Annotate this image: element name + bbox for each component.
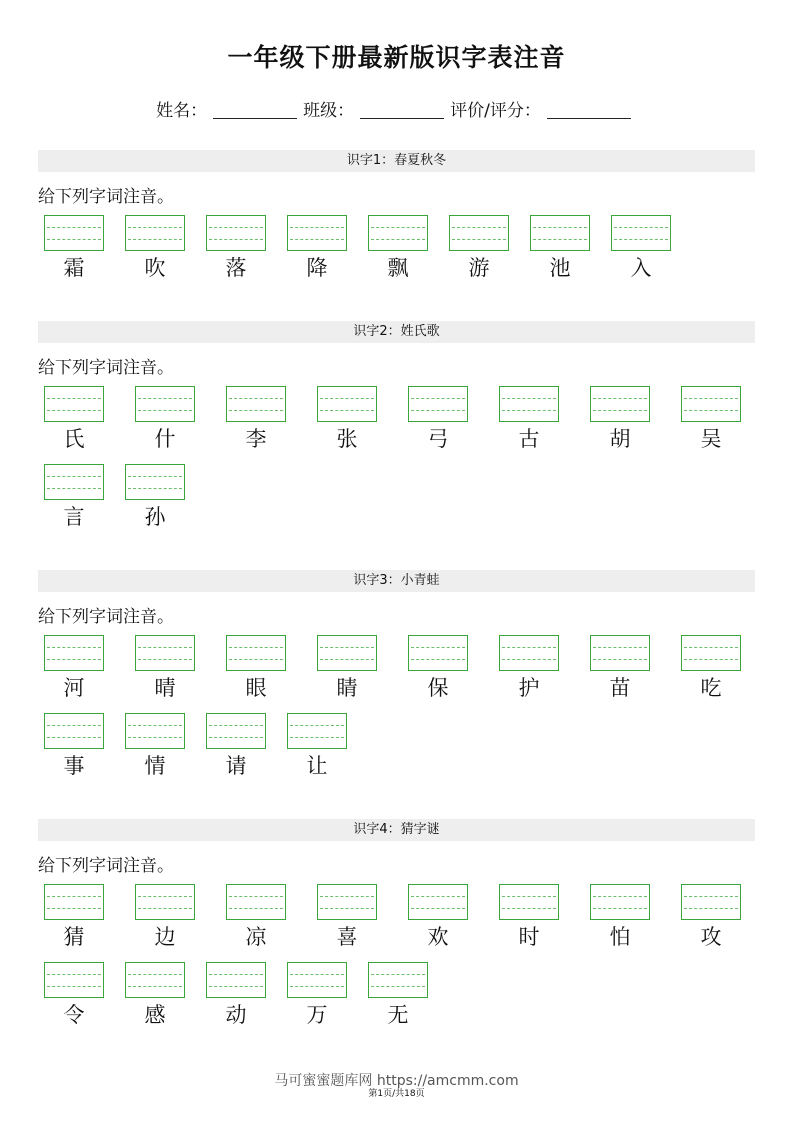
pinyin-answer-box[interactable] bbox=[590, 386, 650, 422]
chinese-character: 霜 bbox=[63, 256, 85, 280]
guide-line bbox=[138, 410, 192, 411]
character-cell bbox=[524, 215, 588, 280]
guide-line bbox=[684, 398, 738, 399]
guide-line bbox=[47, 725, 101, 726]
guide-line bbox=[593, 659, 647, 660]
guide-line bbox=[320, 647, 374, 648]
character-cell bbox=[362, 962, 426, 1027]
guide-line bbox=[290, 737, 344, 738]
chinese-character: 动 bbox=[225, 1003, 247, 1027]
character-cell bbox=[362, 215, 426, 280]
guide-line bbox=[371, 227, 425, 228]
pinyin-answer-box[interactable] bbox=[125, 962, 185, 998]
chinese-character: 万 bbox=[306, 1003, 328, 1027]
guide-line bbox=[684, 410, 738, 411]
guide-line bbox=[138, 659, 192, 660]
section-instruction: 给下列字词注音。 bbox=[38, 187, 174, 207]
guide-line bbox=[209, 986, 263, 987]
guide-line bbox=[47, 398, 101, 399]
guide-line bbox=[47, 647, 101, 648]
character-cell bbox=[281, 713, 345, 778]
guide-line bbox=[128, 239, 182, 240]
chinese-character: 苗 bbox=[609, 676, 631, 700]
character-cell bbox=[200, 713, 264, 778]
guide-line bbox=[128, 737, 182, 738]
guide-line bbox=[533, 239, 587, 240]
pinyin-answer-box[interactable] bbox=[44, 215, 104, 251]
section-heading: 识字1：春夏秋冬 bbox=[38, 150, 755, 172]
chinese-character: 凉 bbox=[245, 925, 267, 949]
pinyin-answer-box[interactable] bbox=[44, 713, 104, 749]
guide-line bbox=[209, 239, 263, 240]
character-cell bbox=[200, 215, 264, 280]
character-cell bbox=[311, 884, 375, 949]
chinese-character: 飘 bbox=[387, 256, 409, 280]
character-cell bbox=[38, 215, 102, 280]
guide-line bbox=[229, 659, 283, 660]
pinyin-answer-box[interactable] bbox=[681, 386, 741, 422]
pinyin-answer-box[interactable] bbox=[408, 635, 468, 671]
character-cell bbox=[119, 464, 183, 529]
chinese-character: 吃 bbox=[700, 676, 722, 700]
chinese-character: 事 bbox=[63, 754, 85, 778]
guide-line bbox=[47, 488, 101, 489]
guide-line bbox=[229, 647, 283, 648]
section-heading: 识字2：姓氏歌 bbox=[38, 321, 755, 343]
guide-line bbox=[320, 410, 374, 411]
guide-line bbox=[138, 647, 192, 648]
pinyin-answer-box[interactable] bbox=[44, 635, 104, 671]
character-cell bbox=[493, 635, 557, 700]
guide-line bbox=[209, 737, 263, 738]
pinyin-answer-box[interactable] bbox=[287, 713, 347, 749]
pinyin-answer-box[interactable] bbox=[408, 386, 468, 422]
guide-line bbox=[614, 227, 668, 228]
guide-line bbox=[290, 227, 344, 228]
chinese-character: 眼 bbox=[245, 676, 267, 700]
pinyin-answer-box[interactable] bbox=[206, 713, 266, 749]
character-cell bbox=[311, 635, 375, 700]
guide-line bbox=[128, 725, 182, 726]
score-label: 评价/评分： bbox=[450, 101, 541, 121]
chinese-character: 让 bbox=[306, 754, 328, 778]
guide-line bbox=[128, 986, 182, 987]
guide-line bbox=[593, 398, 647, 399]
pinyin-answer-box[interactable] bbox=[317, 635, 377, 671]
chinese-character: 张 bbox=[336, 427, 358, 451]
character-cell bbox=[402, 386, 466, 451]
guide-line bbox=[411, 398, 465, 399]
pinyin-answer-box[interactable] bbox=[44, 884, 104, 920]
character-cell bbox=[584, 635, 648, 700]
chinese-character: 无 bbox=[387, 1003, 409, 1027]
character-cell bbox=[38, 713, 102, 778]
pinyin-answer-box[interactable] bbox=[530, 215, 590, 251]
chinese-character: 游 bbox=[468, 256, 490, 280]
guide-line bbox=[229, 398, 283, 399]
guide-line bbox=[47, 239, 101, 240]
guide-line bbox=[502, 398, 556, 399]
pinyin-answer-box[interactable] bbox=[206, 215, 266, 251]
chinese-character: 保 bbox=[427, 676, 449, 700]
guide-line bbox=[371, 239, 425, 240]
chinese-character: 边 bbox=[154, 925, 176, 949]
chinese-character: 言 bbox=[63, 505, 85, 529]
class-blank[interactable] bbox=[360, 100, 444, 119]
character-cell bbox=[605, 215, 669, 280]
guide-line bbox=[290, 725, 344, 726]
character-cell bbox=[584, 386, 648, 451]
guide-line bbox=[684, 896, 738, 897]
character-cell bbox=[675, 635, 739, 700]
guide-line bbox=[138, 398, 192, 399]
name-label: 姓名： bbox=[156, 101, 208, 121]
guide-line bbox=[593, 896, 647, 897]
pinyin-answer-box[interactable] bbox=[287, 962, 347, 998]
guide-line bbox=[533, 227, 587, 228]
guide-line bbox=[371, 986, 425, 987]
chinese-character: 什 bbox=[154, 427, 176, 451]
chinese-character: 护 bbox=[518, 676, 540, 700]
chinese-character: 氏 bbox=[63, 427, 85, 451]
score-blank[interactable] bbox=[547, 100, 631, 119]
guide-line bbox=[684, 647, 738, 648]
section-heading: 识字4：猜字谜 bbox=[38, 819, 755, 841]
pinyin-answer-box[interactable] bbox=[125, 215, 185, 251]
guide-line bbox=[138, 908, 192, 909]
chinese-character: 弓 bbox=[427, 427, 449, 451]
guide-line bbox=[411, 410, 465, 411]
guide-line bbox=[593, 647, 647, 648]
pinyin-answer-box[interactable] bbox=[125, 464, 185, 500]
guide-line bbox=[209, 227, 263, 228]
pinyin-answer-box[interactable] bbox=[611, 215, 671, 251]
guide-line bbox=[320, 398, 374, 399]
character-grid bbox=[38, 884, 755, 1040]
character-cell bbox=[129, 884, 193, 949]
chinese-character: 情 bbox=[144, 754, 166, 778]
guide-line bbox=[320, 896, 374, 897]
pinyin-answer-box[interactable] bbox=[590, 635, 650, 671]
guide-line bbox=[452, 227, 506, 228]
pinyin-answer-box[interactable] bbox=[44, 464, 104, 500]
guide-line bbox=[502, 659, 556, 660]
character-cell bbox=[675, 884, 739, 949]
character-cell bbox=[443, 215, 507, 280]
guide-line bbox=[411, 896, 465, 897]
section-heading: 识字3：小青蛙 bbox=[38, 570, 755, 592]
chinese-character: 晴 bbox=[154, 676, 176, 700]
pinyin-answer-box[interactable] bbox=[206, 962, 266, 998]
chinese-character: 感 bbox=[144, 1003, 166, 1027]
pinyin-answer-box[interactable] bbox=[449, 215, 509, 251]
student-info-line bbox=[0, 96, 793, 121]
chinese-character: 请 bbox=[225, 754, 247, 778]
pinyin-answer-box[interactable] bbox=[317, 884, 377, 920]
guide-line bbox=[209, 725, 263, 726]
guide-line bbox=[502, 908, 556, 909]
guide-line bbox=[229, 410, 283, 411]
character-cell bbox=[220, 635, 284, 700]
character-cell bbox=[38, 962, 102, 1027]
page-indicator: 第1页/共18页 bbox=[368, 1089, 425, 1099]
pinyin-answer-box[interactable] bbox=[317, 386, 377, 422]
guide-line bbox=[209, 974, 263, 975]
guide-line bbox=[320, 659, 374, 660]
chinese-character: 入 bbox=[630, 256, 652, 280]
chinese-character: 欢 bbox=[427, 925, 449, 949]
character-cell bbox=[220, 386, 284, 451]
character-cell bbox=[119, 215, 183, 280]
chinese-character: 怕 bbox=[609, 925, 631, 949]
pinyin-answer-box[interactable] bbox=[135, 635, 195, 671]
guide-line bbox=[290, 986, 344, 987]
section-1 bbox=[38, 150, 755, 293]
guide-line bbox=[47, 476, 101, 477]
character-grid bbox=[38, 215, 755, 293]
guide-line bbox=[452, 239, 506, 240]
pinyin-answer-box[interactable] bbox=[135, 386, 195, 422]
character-cell bbox=[200, 962, 264, 1027]
guide-line bbox=[290, 974, 344, 975]
chinese-character: 吹 bbox=[144, 256, 166, 280]
guide-line bbox=[47, 908, 101, 909]
class-label: 班级： bbox=[303, 101, 355, 121]
pinyin-answer-box[interactable] bbox=[368, 962, 428, 998]
chinese-character: 喜 bbox=[336, 925, 358, 949]
character-cell bbox=[311, 386, 375, 451]
guide-line bbox=[593, 908, 647, 909]
guide-line bbox=[47, 737, 101, 738]
pinyin-answer-box[interactable] bbox=[499, 386, 559, 422]
guide-line bbox=[320, 908, 374, 909]
character-cell bbox=[675, 386, 739, 451]
character-cell bbox=[493, 884, 557, 949]
pinyin-answer-box[interactable] bbox=[44, 962, 104, 998]
chinese-character: 猜 bbox=[63, 925, 85, 949]
pinyin-answer-box[interactable] bbox=[287, 215, 347, 251]
character-cell bbox=[220, 884, 284, 949]
chinese-character: 河 bbox=[63, 676, 85, 700]
section-instruction: 给下列字词注音。 bbox=[38, 607, 174, 627]
guide-line bbox=[502, 647, 556, 648]
character-cell bbox=[119, 713, 183, 778]
chinese-character: 吴 bbox=[700, 427, 722, 451]
guide-line bbox=[411, 908, 465, 909]
guide-line bbox=[502, 896, 556, 897]
chinese-character: 降 bbox=[306, 256, 328, 280]
pinyin-answer-box[interactable] bbox=[226, 386, 286, 422]
chinese-character: 古 bbox=[518, 427, 540, 451]
character-cell bbox=[281, 962, 345, 1027]
guide-line bbox=[138, 896, 192, 897]
guide-line bbox=[47, 986, 101, 987]
character-cell bbox=[129, 386, 193, 451]
character-cell bbox=[38, 386, 102, 451]
chinese-character: 时 bbox=[518, 925, 540, 949]
chinese-character: 孙 bbox=[144, 505, 166, 529]
character-cell bbox=[402, 635, 466, 700]
chinese-character: 睛 bbox=[336, 676, 358, 700]
chinese-character: 攻 bbox=[700, 925, 722, 949]
guide-line bbox=[229, 896, 283, 897]
section-2 bbox=[38, 321, 755, 542]
pinyin-answer-box[interactable] bbox=[135, 884, 195, 920]
pinyin-answer-box[interactable] bbox=[499, 884, 559, 920]
guide-line bbox=[684, 659, 738, 660]
character-cell bbox=[281, 215, 345, 280]
character-cell bbox=[38, 635, 102, 700]
character-cell bbox=[129, 635, 193, 700]
pinyin-answer-box[interactable] bbox=[226, 635, 286, 671]
guide-line bbox=[47, 974, 101, 975]
character-cell bbox=[493, 386, 557, 451]
guide-line bbox=[593, 410, 647, 411]
guide-line bbox=[411, 647, 465, 648]
guide-line bbox=[128, 476, 182, 477]
guide-line bbox=[128, 974, 182, 975]
chinese-character: 令 bbox=[63, 1003, 85, 1027]
pinyin-answer-box[interactable] bbox=[499, 635, 559, 671]
character-cell bbox=[584, 884, 648, 949]
guide-line bbox=[290, 239, 344, 240]
guide-line bbox=[47, 227, 101, 228]
guide-line bbox=[502, 410, 556, 411]
guide-line bbox=[47, 896, 101, 897]
character-cell bbox=[38, 884, 102, 949]
pinyin-answer-box[interactable] bbox=[368, 215, 428, 251]
guide-line bbox=[47, 659, 101, 660]
guide-line bbox=[684, 908, 738, 909]
section-instruction: 给下列字词注音。 bbox=[38, 358, 174, 378]
guide-line bbox=[411, 659, 465, 660]
character-grid bbox=[38, 635, 755, 791]
chinese-character: 胡 bbox=[609, 427, 631, 451]
section-instruction: 给下列字词注音。 bbox=[38, 856, 174, 876]
page-title: 一年级下册最新版识字表注音 bbox=[227, 43, 566, 72]
footer-watermark: 马可蜜蜜题库网 https://amcmm.com bbox=[274, 1073, 519, 1089]
pinyin-answer-box[interactable] bbox=[681, 635, 741, 671]
character-cell bbox=[119, 962, 183, 1027]
character-cell bbox=[38, 464, 102, 529]
guide-line bbox=[47, 410, 101, 411]
guide-line bbox=[128, 488, 182, 489]
guide-line bbox=[371, 974, 425, 975]
pinyin-answer-box[interactable] bbox=[590, 884, 650, 920]
guide-line bbox=[614, 239, 668, 240]
pinyin-answer-box[interactable] bbox=[408, 884, 468, 920]
section-3 bbox=[38, 570, 755, 791]
character-cell bbox=[402, 884, 466, 949]
section-4 bbox=[38, 819, 755, 1040]
guide-line bbox=[128, 227, 182, 228]
character-grid bbox=[38, 386, 755, 542]
chinese-character: 落 bbox=[225, 256, 247, 280]
pinyin-answer-box[interactable] bbox=[681, 884, 741, 920]
chinese-character: 李 bbox=[245, 427, 267, 451]
chinese-character: 池 bbox=[549, 256, 571, 280]
pinyin-answer-box[interactable] bbox=[44, 386, 104, 422]
name-blank[interactable] bbox=[213, 100, 297, 119]
pinyin-answer-box[interactable] bbox=[226, 884, 286, 920]
pinyin-answer-box[interactable] bbox=[125, 713, 185, 749]
guide-line bbox=[229, 908, 283, 909]
